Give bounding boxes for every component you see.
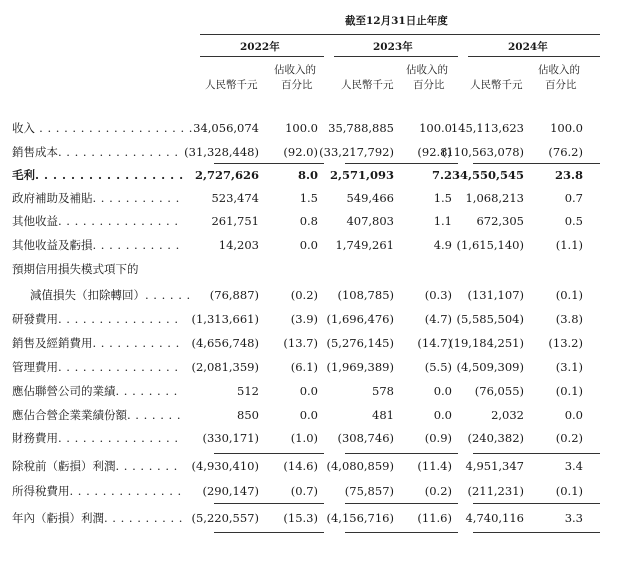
row-label-text: 銷售及經銷費用 (12, 336, 93, 350)
row-label (12, 459, 178, 473)
row-value-cell: 0.7 (564, 191, 583, 205)
row-value-cell: 100.0 (419, 121, 452, 135)
row-value-cell: (5,585,504) (456, 312, 524, 326)
row-value-cell: 512 (237, 384, 259, 398)
row-label (12, 384, 178, 398)
row-leader-dots: . . . . . . . . . . . . . . . (58, 214, 179, 228)
row-leader-dots: . . . . . . . . . . . (92, 336, 180, 350)
row-value-cell: 7.2 (431, 168, 452, 182)
rule-after-cost-2024 (473, 163, 600, 164)
pct-header-2024-b: 百分比 (545, 79, 577, 91)
row-label (12, 484, 182, 498)
row-label-text: 其他收益 (12, 214, 58, 228)
row-value-cell: (0.2) (290, 288, 318, 302)
row-value-cell: (5.5) (424, 360, 452, 374)
row-value-cell: (2,081,359) (191, 360, 259, 374)
row-label-text: 其他收益及虧損 (12, 238, 93, 252)
row-value-cell: (3.9) (290, 312, 318, 326)
row-label (12, 262, 139, 276)
row-value-cell: (4,656,748) (191, 336, 259, 350)
year-2023: 2023年 (373, 41, 413, 53)
row-value-cell: (13.2) (548, 336, 583, 350)
year-2023-underline (334, 56, 458, 57)
row-label (12, 312, 179, 326)
row-value-cell: 34,550,545 (451, 168, 524, 182)
row-value-cell: 578 (372, 384, 394, 398)
row-value-cell: 23.8 (554, 168, 583, 182)
row-label (12, 121, 193, 135)
row-leader-dots: . . . . . . . . . . (104, 511, 183, 525)
row-value-cell: 0.0 (299, 238, 318, 252)
row-value-cell: (211,231) (467, 484, 524, 498)
pct-header-2023-a: 佔收入的 (406, 64, 448, 76)
row-value-cell: 2,032 (491, 408, 524, 422)
row-label-text: 年內（虧損）利潤 (12, 511, 104, 525)
row-value-cell: (6.1) (290, 360, 318, 374)
year-2022: 2022年 (240, 41, 280, 53)
row-value-cell: 4.9 (433, 238, 452, 252)
pct-header-2022-b: 百分比 (281, 79, 313, 91)
row-value-cell: (0.1) (555, 288, 583, 302)
row-value-cell: 523,474 (211, 191, 259, 205)
row-value-cell: 0.5 (564, 214, 583, 228)
row-label-text: 財務費用 (12, 431, 58, 445)
row-value-cell: (0.2) (424, 484, 452, 498)
row-value-cell: (5,220,557) (191, 511, 259, 525)
row-value-cell: 549,466 (346, 191, 394, 205)
row-leader-dots: . . . . . . . . . . . (92, 191, 180, 205)
row-label-text: 政府補助及補貼 (12, 191, 93, 205)
row-leader-dots: . . . . . . . . . . . . . . . . . (35, 168, 184, 182)
row-value-cell: 145,113,623 (450, 121, 524, 135)
row-value-cell: 1,068,213 (465, 191, 524, 205)
row-value-cell: 0.0 (299, 408, 318, 422)
rule-after-cost-2023 (345, 163, 458, 164)
row-value-cell: (0.3) (424, 288, 452, 302)
rule-after-tax-2024 (473, 503, 600, 504)
row-value-cell: (131,107) (467, 288, 524, 302)
row-label-text: 所得稅費用 (12, 484, 70, 498)
period-heading: 截至12月31日止年度 (345, 15, 448, 27)
row-leader-dots: . . . . . . . . . . . . . . . (58, 312, 179, 326)
row-value-cell: (0.9) (424, 431, 452, 445)
row-value-cell: (330,171) (202, 431, 259, 445)
row-leader-dots: . . . . . . . . . . . . . . . (58, 360, 179, 374)
pct-header-2023-b: 百分比 (413, 79, 445, 91)
row-label (30, 288, 191, 302)
row-label (12, 408, 181, 422)
row-value-cell: (1.1) (555, 238, 583, 252)
row-value-cell: (92.8) (417, 145, 452, 159)
row-value-cell: (14.6) (283, 459, 318, 473)
row-value-cell: (4,930,410) (191, 459, 259, 473)
row-value-cell: (1,313,661) (191, 312, 259, 326)
row-value-cell: 2,727,626 (194, 168, 259, 182)
rule-after-cost-2022 (214, 163, 324, 164)
year-2024-underline (468, 56, 600, 57)
row-value-cell: 14,203 (218, 238, 259, 252)
row-label (12, 168, 184, 182)
row-label-text: 毛利 (12, 168, 35, 182)
row-leader-dots: . . . . . . . . (115, 384, 178, 398)
row-value-cell: 850 (237, 408, 259, 422)
row-label (12, 214, 179, 228)
row-value-cell: 3.3 (564, 511, 583, 525)
row-value-cell: (3.8) (555, 312, 583, 326)
row-leader-dots: . . . . . . . (127, 408, 182, 422)
row-value-cell: 481 (372, 408, 394, 422)
rule-after-finance-2022 (214, 453, 324, 454)
year-2022-underline (200, 56, 324, 57)
row-value-cell: 1,749,261 (335, 238, 394, 252)
row-value-cell: (33,217,792) (319, 145, 394, 159)
row-value-cell: (3.1) (555, 360, 583, 374)
row-value-cell: (11.6) (417, 511, 452, 525)
row-value-cell: (240,382) (467, 431, 524, 445)
row-value-cell: (308,746) (337, 431, 394, 445)
row-value-cell: (1,969,389) (326, 360, 394, 374)
rule-after-tax-2022 (214, 503, 324, 504)
row-leader-dots: . . . . . . . . . . . . . . . (58, 431, 179, 445)
row-value-cell: (290,147) (202, 484, 259, 498)
rule-final-2023 (345, 532, 458, 533)
row-value-cell: 2,571,093 (329, 168, 394, 182)
row-value-cell: (4.7) (424, 312, 452, 326)
row-value-cell: (11.4) (417, 459, 452, 473)
row-label (12, 336, 180, 350)
row-value-cell: (0.1) (555, 484, 583, 498)
row-leader-dots: . . . . . . . . . . . (92, 238, 180, 252)
row-value-cell: (19,184,251) (449, 336, 524, 350)
row-value-cell: (14.7) (417, 336, 452, 350)
row-value-cell: 100.0 (285, 121, 318, 135)
amount-header-2024: 人民幣千元 (470, 79, 523, 91)
row-value-cell: 4,740,116 (465, 511, 524, 525)
row-value-cell: 34,056,074 (193, 121, 259, 135)
row-value-cell: 0.8 (299, 214, 318, 228)
row-label-text: 銷售成本 (12, 145, 58, 159)
row-label (12, 511, 183, 525)
row-leader-dots: . . . . . . . . (115, 459, 178, 473)
row-value-cell: 1.5 (299, 191, 318, 205)
row-value-cell: 672,305 (476, 214, 524, 228)
period-underline (200, 34, 600, 35)
row-value-cell: 1.1 (433, 214, 452, 228)
row-label-text: 收入 (12, 121, 35, 135)
row-value-cell: 0.0 (299, 384, 318, 398)
row-label-text: 減值損失（扣除轉回） (30, 288, 145, 302)
pct-header-2024-a: 佔收入的 (538, 64, 580, 76)
row-value-cell: (76,887) (209, 288, 259, 302)
row-value-cell: (108,785) (337, 288, 394, 302)
row-value-cell: 4,951,347 (465, 459, 524, 473)
rule-after-finance-2023 (345, 453, 458, 454)
row-label (12, 238, 180, 252)
pct-header-2022-a: 佔收入的 (274, 64, 316, 76)
row-value-cell: (1.0) (290, 431, 318, 445)
row-value-cell: (4,509,309) (456, 360, 524, 374)
year-2024: 2024年 (508, 41, 548, 53)
row-leader-dots: . . . . . . . . . . . . . . . (58, 145, 179, 159)
row-value-cell: (13.7) (283, 336, 318, 350)
row-label (12, 191, 180, 205)
row-value-cell: 0.0 (433, 408, 452, 422)
row-leader-dots: . . . . . . . . . . . . . . . . . . . (35, 121, 193, 135)
row-value-cell: 35,788,885 (328, 121, 394, 135)
row-value-cell: (0.2) (555, 431, 583, 445)
row-label-text: 應佔聯營公司的業績 (12, 384, 116, 398)
row-value-cell: (76.2) (548, 145, 583, 159)
row-leader-dots: . . . . . . . . . . . . . . (69, 484, 182, 498)
amount-header-2023: 人民幣千元 (341, 79, 394, 91)
row-value-cell: (5,276,145) (326, 336, 394, 350)
row-value-cell: (75,857) (344, 484, 394, 498)
row-value-cell: (4,156,716) (326, 511, 394, 525)
row-value-cell: 0.0 (433, 384, 452, 398)
rule-after-tax-2023 (345, 503, 458, 504)
row-value-cell: 407,803 (346, 214, 394, 228)
row-label (12, 431, 179, 445)
row-value-cell: (0.1) (555, 384, 583, 398)
row-value-cell: (1,696,476) (326, 312, 394, 326)
row-leader-dots: . . . . . . (145, 288, 191, 302)
row-value-cell: 8.0 (297, 168, 318, 182)
row-value-cell: 100.0 (550, 121, 583, 135)
row-label-text: 除稅前（虧損）利潤 (12, 459, 116, 473)
row-value-cell: (15.3) (283, 511, 318, 525)
row-label-text: 應佔合營企業業績份額 (12, 408, 127, 422)
row-value-cell: 3.4 (564, 459, 583, 473)
row-value-cell: (0.7) (290, 484, 318, 498)
row-label (12, 360, 179, 374)
row-label-text: 研發費用 (12, 312, 58, 326)
row-value-cell: (4,080,859) (326, 459, 394, 473)
row-value-cell: (76,055) (474, 384, 524, 398)
row-value-cell: 0.0 (564, 408, 583, 422)
row-value-cell: (1,615,140) (456, 238, 524, 252)
rule-final-2024 (473, 532, 600, 533)
row-label-text: 預期信用損失模式項下的 (12, 262, 139, 276)
row-value-cell: (92.0) (283, 145, 318, 159)
row-label-text: 管理費用 (12, 360, 58, 374)
amount-header-2022: 人民幣千元 (205, 79, 258, 91)
row-value-cell: 1.5 (433, 191, 452, 205)
row-value-cell: (110,563,078) (441, 145, 524, 159)
row-value-cell: (31,328,448) (184, 145, 259, 159)
row-value-cell: 261,751 (211, 214, 259, 228)
row-label (12, 145, 179, 159)
rule-after-finance-2024 (473, 453, 600, 454)
rule-final-2022 (214, 532, 324, 533)
